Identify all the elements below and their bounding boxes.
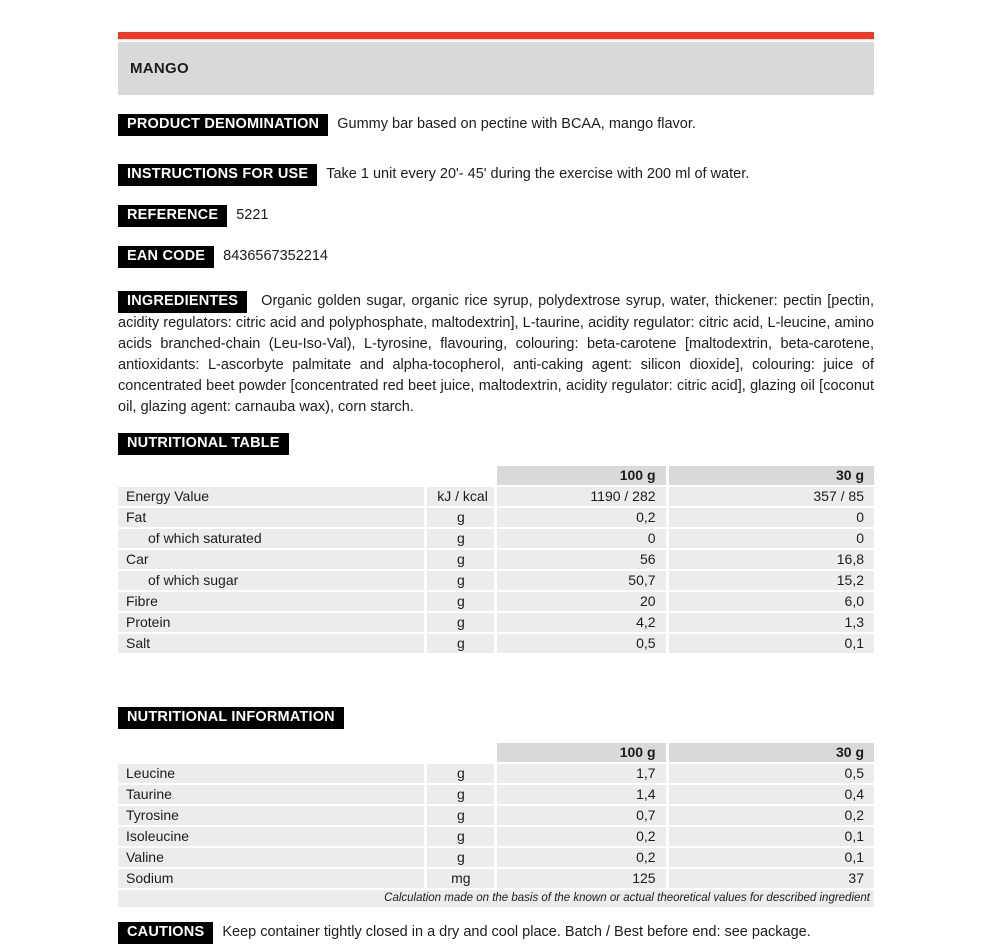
- cell-unit: g: [427, 550, 494, 569]
- nutritional-information-heading: [118, 707, 874, 729]
- cell-per-100g: 0,2: [497, 508, 665, 527]
- cell-per-100g: 56: [497, 550, 665, 569]
- field-instructions-for-use: [118, 164, 874, 186]
- cell-unit: g: [427, 529, 494, 548]
- page-title: MANGO: [130, 60, 189, 77]
- accent-bar: [118, 32, 874, 39]
- cell-unit: g: [427, 785, 494, 804]
- cell-per-30g: 0: [669, 529, 874, 548]
- field-product-denomination: [118, 114, 874, 136]
- cautions-value: Keep container tightly closed in a dry and cool place. Batch / Best before end: see package.: [222, 923, 811, 940]
- cell-nutrient: Isoleucine: [118, 827, 424, 846]
- table-row: [118, 634, 874, 653]
- cell-per-30g: 0,1: [669, 827, 874, 846]
- reference-label: REFERENCE: [118, 205, 227, 227]
- empty-header-cell: [427, 466, 494, 485]
- cell-per-30g: 16,8: [669, 550, 874, 569]
- table-row: [118, 827, 874, 846]
- cell-per-30g: 0,1: [669, 848, 874, 867]
- cell-unit: g: [427, 571, 494, 590]
- cell-per-30g: 0,1: [669, 634, 874, 653]
- cell-unit: kJ / kcal: [427, 487, 494, 506]
- cell-unit: g: [427, 508, 494, 527]
- cautions-label: CAUTIONS: [118, 922, 213, 944]
- table-row: [118, 592, 874, 611]
- cell-unit: g: [427, 848, 494, 867]
- cell-per-30g: 37: [669, 869, 874, 888]
- empty-header-cell: [427, 743, 494, 762]
- cell-per-30g: 357 / 85: [669, 487, 874, 506]
- table-header-row: [118, 466, 874, 485]
- cell-per-30g: 15,2: [669, 571, 874, 590]
- field-cautions: [118, 922, 874, 944]
- product-spec-sheet: [118, 32, 874, 944]
- ean-code-value: 8436567352214: [223, 248, 328, 264]
- cell-unit: g: [427, 827, 494, 846]
- cell-nutrient: Energy Value: [118, 487, 424, 506]
- cell-per-30g: 1,3: [669, 613, 874, 632]
- table-row: [118, 529, 874, 548]
- cell-per-100g: 0: [497, 529, 665, 548]
- table-row: [118, 508, 874, 527]
- product-denomination-value: Gummy bar based on pectine with BCAA, mango flavor.: [337, 116, 696, 132]
- cell-per-100g: 20: [497, 592, 665, 611]
- table-row: [118, 869, 874, 888]
- cell-unit: g: [427, 613, 494, 632]
- table-row: [118, 785, 874, 804]
- cell-nutrient: Taurine: [118, 785, 424, 804]
- cell-nutrient: Leucine: [118, 764, 424, 783]
- table-row: [118, 806, 874, 825]
- product-denomination-label: PRODUCT DENOMINATION: [118, 114, 328, 136]
- cell-nutrient: Sodium: [118, 869, 424, 888]
- cell-per-30g: 0: [669, 508, 874, 527]
- product-title-box: [118, 42, 874, 95]
- cell-nutrient: Car: [118, 550, 424, 569]
- cell-unit: g: [427, 806, 494, 825]
- cell-per-100g: 125: [497, 869, 665, 888]
- cell-per-100g: 50,7: [497, 571, 665, 590]
- cell-nutrient: Tyrosine: [118, 806, 424, 825]
- cell-per-30g: 6,0: [669, 592, 874, 611]
- field-ean-code: [118, 246, 874, 268]
- ingredients-text: Organic golden sugar, organic rice syrup, polydextrose syrup, water, thickener: pectin [pectin, acidity regulators: citric acid and polyphosphate, maltodextrin], L-taurine, acidity regulator: citric acid, L-leucine, amino acids branched-chain (Leu-Iso-Val), L-tyrosine, flavouring, colouring: beta-carotene [maltodextrin, beta-carotene, antioxidants: L-ascorbyte palmitate and alpha-tocopherol, anti-caking agent: silicon dioxide], colouring: juice of concentrated beet powder [concentrated red beet juice, maltodextrin, acidity regulator: citric acid], glazing oil [coconut oil, glazing agent: carnauba wax), corn starch.: [118, 293, 874, 415]
- column-header-30g: 30 g: [669, 743, 874, 762]
- empty-header-cell: [118, 466, 424, 485]
- ingredients-label: INGREDIENTES: [118, 291, 247, 313]
- cell-unit: g: [427, 634, 494, 653]
- table-row: [118, 613, 874, 632]
- cell-per-30g: 0,5: [669, 764, 874, 783]
- nutritional-information-table: [115, 741, 877, 909]
- table-footnote: Calculation made on the basis of the known or actual theoretical values for described ingredient: [118, 890, 874, 907]
- nutritional-table-heading: [118, 433, 874, 455]
- column-header-100g: 100 g: [497, 466, 665, 485]
- column-header-100g: 100 g: [497, 743, 665, 762]
- cell-nutrient: Fat: [118, 508, 424, 527]
- cell-nutrient: of which saturated: [118, 529, 424, 548]
- instructions-value: Take 1 unit every 20'- 45' during the exercise with 200 ml of water.: [326, 166, 750, 182]
- instructions-label: INSTRUCTIONS FOR USE: [118, 164, 317, 186]
- table-row: [118, 550, 874, 569]
- cell-nutrient: Protein: [118, 613, 424, 632]
- cell-per-100g: 1190 / 282: [497, 487, 665, 506]
- table-header-row: [118, 743, 874, 762]
- cell-per-100g: 0,5: [497, 634, 665, 653]
- cell-nutrient: of which sugar: [118, 571, 424, 590]
- cell-nutrient: Fibre: [118, 592, 424, 611]
- table-row: [118, 764, 874, 783]
- table-footnote-row: [118, 890, 874, 907]
- nutritional-table-label: NUTRITIONAL TABLE: [118, 433, 289, 455]
- table-row: [118, 571, 874, 590]
- cell-per-100g: 0,2: [497, 827, 665, 846]
- cell-unit: g: [427, 592, 494, 611]
- cell-per-30g: 0,4: [669, 785, 874, 804]
- cell-unit: mg: [427, 869, 494, 888]
- empty-header-cell: [118, 743, 424, 762]
- nutritional-information-label: NUTRITIONAL INFORMATION: [118, 707, 344, 729]
- cell-per-100g: 0,2: [497, 848, 665, 867]
- table-row: [118, 848, 874, 867]
- cell-per-100g: 0,7: [497, 806, 665, 825]
- reference-value: 5221: [236, 207, 269, 223]
- column-header-30g: 30 g: [669, 466, 874, 485]
- table-row: [118, 487, 874, 506]
- field-reference: [118, 205, 874, 227]
- cell-nutrient: Valine: [118, 848, 424, 867]
- ean-code-label: EAN CODE: [118, 246, 214, 268]
- cell-nutrient: Salt: [118, 634, 424, 653]
- cell-per-30g: 0,2: [669, 806, 874, 825]
- cell-unit: g: [427, 764, 494, 783]
- cell-per-100g: 4,2: [497, 613, 665, 632]
- ingredients-paragraph: [118, 291, 874, 418]
- cell-per-100g: 1,4: [497, 785, 665, 804]
- nutritional-table: [115, 464, 877, 655]
- cell-per-100g: 1,7: [497, 764, 665, 783]
